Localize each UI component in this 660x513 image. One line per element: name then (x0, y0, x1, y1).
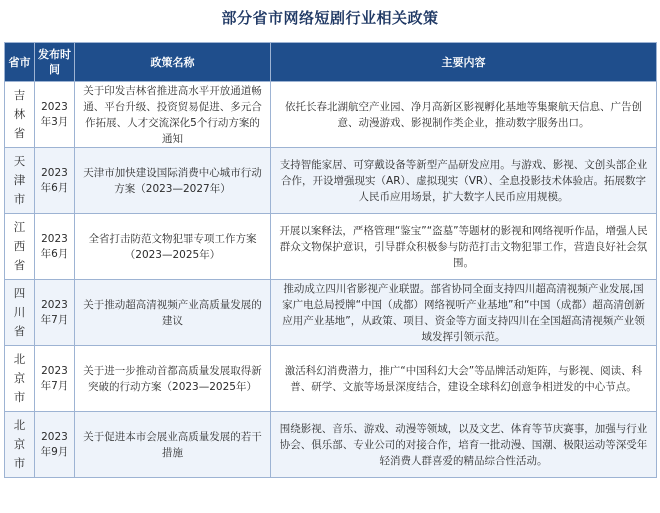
cell-policy: 天津市加快建设国际消费中心城市行动方案（2023—2027年） (75, 148, 271, 214)
cell-content: 激活科幻消费潜力，推广“中国科幻大会”等品牌活动矩阵，与影视、阅读、科普、研学、文旅等场景深度结合，建设全球科幻创意争相迸发的中心节点。 (271, 346, 657, 412)
header-content: 主要内容 (271, 43, 657, 82)
header-date: 发布时间 (35, 43, 75, 82)
cell-policy: 关于印发吉林省推进高水平开放通道畅通、平台升级、投资贸易促进、多元合作拓展、人才交流深化5个行动方案的通知 (75, 82, 271, 148)
cell-province: 吉林省 (5, 82, 35, 148)
table-row (5, 346, 657, 412)
table-row (5, 214, 657, 280)
cell-date: 2023年7月 (35, 346, 75, 412)
cell-date: 2023年9月 (35, 412, 75, 478)
page-title: 部分省市网络短剧行业相关政策 (221, 9, 439, 27)
cell-content: 推动成立四川省影视产业联盟。部省协同全面支持四川超高清视频产业发展,国家广电总局授牌“中国（成都）网络视听产业基地”和“中国（成都）超高清创新应用产业基地”，从政策、项目、资金等方面支持四川在全国超高清视频产业领域发挥引领示范。 (271, 280, 657, 346)
table-row (5, 280, 657, 346)
table-header-row (5, 43, 657, 82)
header-policy: 政策名称 (75, 43, 271, 82)
cell-policy: 关于进一步推动首都高质量发展取得新突破的行动方案（2023—2025年） (75, 346, 271, 412)
cell-province: 天津市 (5, 148, 35, 214)
cell-province: 四川省 (5, 280, 35, 346)
cell-policy: 全省打击防范文物犯罪专项工作方案（2023—2025年） (75, 214, 271, 280)
header-province: 省市 (5, 43, 35, 82)
cell-content: 围绕影视、音乐、游戏、动漫等领域，以及文艺、体育等节庆赛事，加强与行业协会、俱乐部、专业公司的对接合作，培育一批动漫、国潮、极限运动等深受年轻消费人群喜爱的精品综合性活动。 (271, 412, 657, 478)
cell-province: 江西省 (5, 214, 35, 280)
table-row (5, 82, 657, 148)
cell-date: 2023年6月 (35, 214, 75, 280)
cell-date: 2023年7月 (35, 280, 75, 346)
table-row (5, 148, 657, 214)
cell-content: 依托长春北湖航空产业园、净月高新区影视孵化基地等集聚航天信息、广告创意、动漫游戏、影视制作类企业，推动数字服务出口。 (271, 82, 657, 148)
policy-table (4, 42, 657, 478)
cell-policy: 关于推动超高清视频产业高质量发展的建议 (75, 280, 271, 346)
cell-date: 2023年6月 (35, 148, 75, 214)
cell-content: 开展以案释法，严格管理“鉴宝”“盗墓”等题材的影视和网络视听作品，增强人民群众文物保护意识，引导群众积极参与防范打击文物犯罪工作，营造良好社会氛围。 (271, 214, 657, 280)
cell-province: 北京市 (5, 412, 35, 478)
cell-content: 支持智能家居、可穿戴设备等新型产品研发应用。与游戏、影视、文创头部企业合作，开设增强现实（AR）、虚拟现实（VR）、全息投影技术体验店。拓展数字人民币应用场景，扩大数字人民币应用规模。 (271, 148, 657, 214)
cell-province: 北京市 (5, 346, 35, 412)
cell-date: 2023年3月 (35, 82, 75, 148)
cell-policy: 关于促进本市会展业高质量发展的若干措施 (75, 412, 271, 478)
table-row (5, 412, 657, 478)
